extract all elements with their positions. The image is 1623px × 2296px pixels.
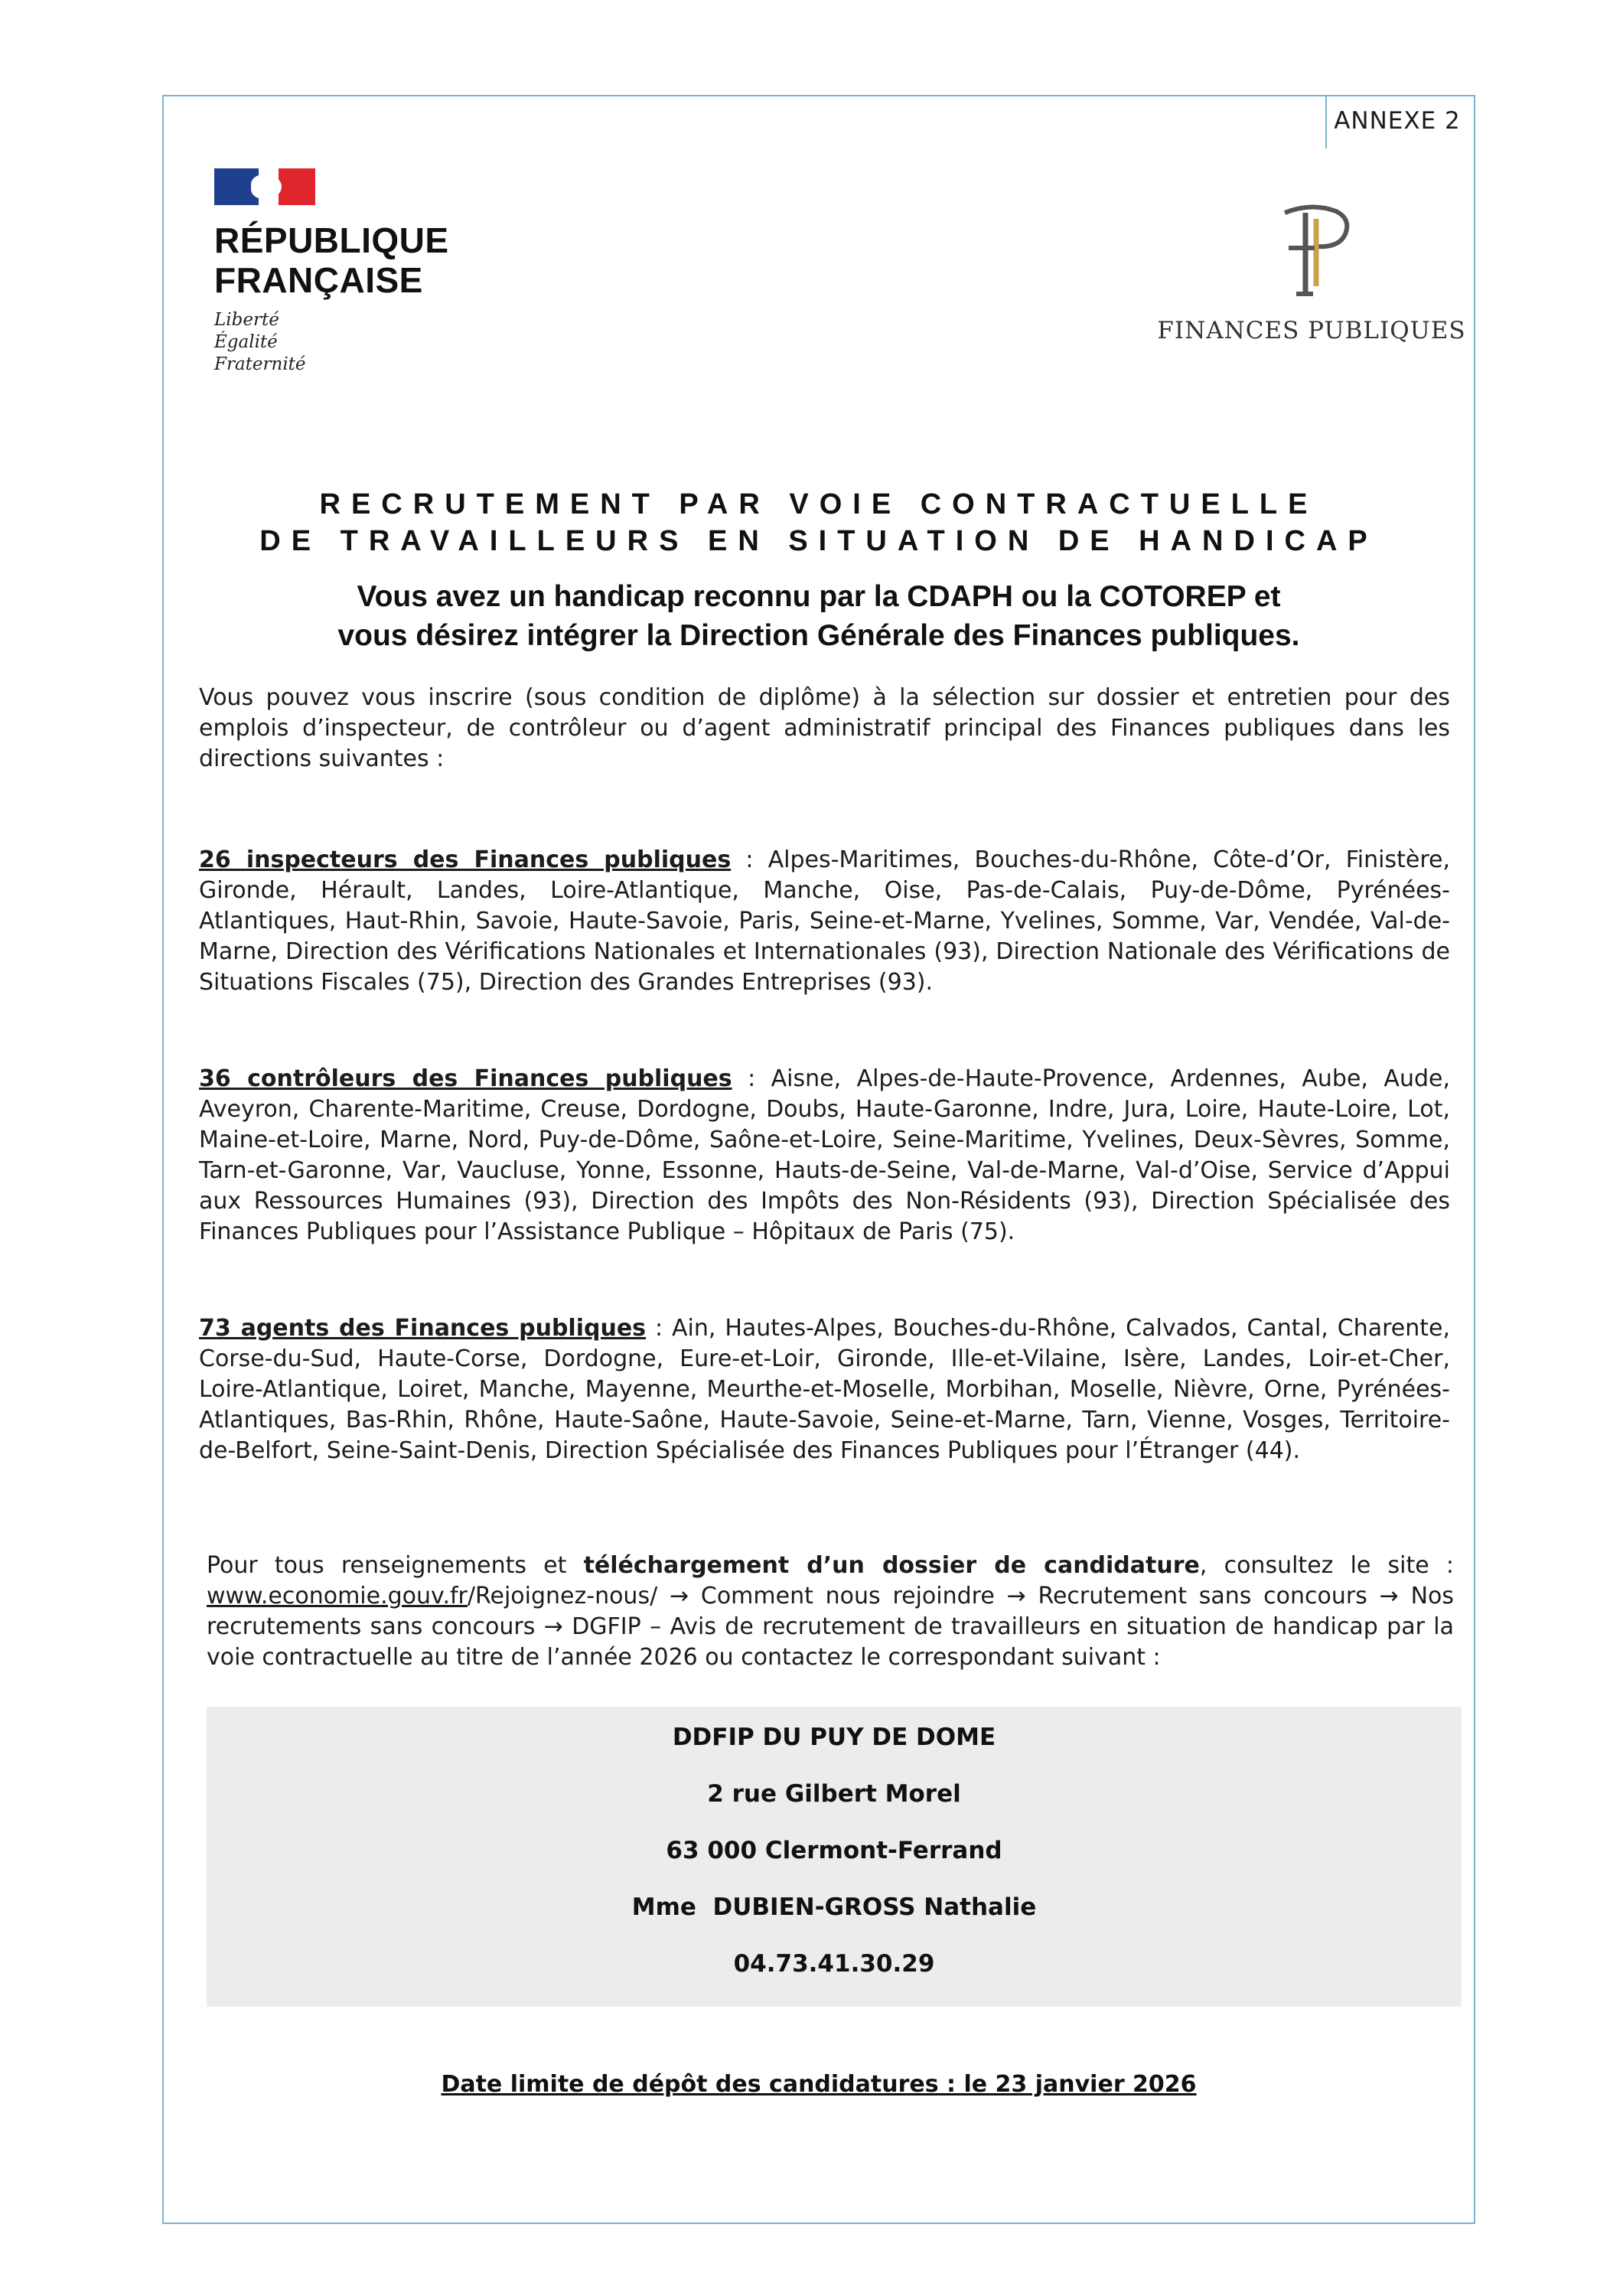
economie-gouv-link[interactable]: www.economie.gouv.fr	[207, 1583, 468, 1609]
controleurs-label: 36 contrôleurs des Finances publiques	[199, 1065, 732, 1092]
heading-line1: RECRUTEMENT PAR VOIE CONTRACTUELLE	[319, 488, 1318, 520]
renseignements-text-3: /Rejoignez-nous/ → Comment nous rejoindre → Recrutement sans concours → Nos recrutements sans concours → DGFIP – Avis de recrutement de travailleurs en situation de handicap par la voie contractuelle au titre de l’année 2026 ou contactez le correspondant suivant :	[207, 1583, 1454, 1671]
agents-list: : Ain, Hautes-Alpes, Bouches-du-Rhône, Calvados, Cantal, Charente, Corse-du-Sud, Haute-Corse, Dordogne, Eure-et-Loir, Gironde, Ille-et-Vilaine, Isère, Landes, Loir-et-Cher, Loire-Atlantique, Loiret, Manche, Mayenne, Meurthe-et-Moselle, Morbihan, Moselle, Nièvre, Orne, Pyrénées-Atlantiques, Bas-Rhin, Rhône, Haute-Saône, Haute-Savoie, Seine-et-Marne, Tarn, Vienne, Vosges, Territoire-de-Belfort, Seine-Saint-Denis, Direction Spécialisée des Finances Publiques pour l’Étranger (44).	[199, 1315, 1450, 1464]
inspecteurs-paragraph	[199, 845, 1450, 998]
rf-title-line2: FRANÇAISE	[214, 260, 423, 300]
marianne-flag-icon	[214, 168, 315, 205]
renseignements-text-1: Pour tous renseignements et	[207, 1552, 584, 1579]
deadline: Date limite de dépôt des candidatures : le 23 janvier 2026	[441, 2071, 1197, 2098]
page-frame	[162, 95, 1475, 2224]
renseignements-bold: téléchargement d’un dossier de candidature	[583, 1552, 1200, 1579]
controleurs-paragraph	[199, 1064, 1450, 1247]
inspecteurs-list: : Alpes-Maritimes, Bouches-du-Rhône, Côte-d’Or, Finistère, Gironde, Hérault, Landes, Loire-Atlantique, Manche, Oise, Pas-de-Calais, Puy-de-Dôme, Pyrénées-Atlantiques, Haut-Rhin, Savoie, Haute-Savoie, Paris, Seine-et-Marne, Yvelines, Somme, Var, Vendée, Val-de-Marne, Direction des Vérifications Nationales et Internationales (93), Direction Nationale des Vérifications de Situations Fiscales (75), Direction des Grandes Entreprises (93).	[199, 846, 1451, 996]
motto-fraternite: Fraternité	[214, 354, 306, 374]
fp-name: FINANCES PUBLIQUES	[1157, 317, 1466, 344]
finances-publiques-logo	[1151, 196, 1472, 344]
motto-egalite: Égalité	[214, 332, 278, 352]
contact-person: Mme DUBIEN-GROSS Nathalie	[631, 1893, 1037, 1921]
rf-motto	[214, 309, 449, 376]
contact-phone: 04.73.41.30.29	[733, 1950, 935, 1978]
rf-title-line1: RÉPUBLIQUE	[214, 220, 449, 260]
controleurs-list: : Aisne, Alpes-de-Haute-Provence, Ardennes, Aube, Aude, Aveyron, Charente-Maritime, Creuse, Dordogne, Doubs, Haute-Garonne, Indre, Jura, Loire, Haute-Loire, Lot, Maine-et-Loire, Marne, Nord, Puy-de-Dôme, Saône-et-Loire, Seine-Maritime, Yvelines, Deux-Sèvres, Somme, Tarn-et-Garonne, Var, Vaucluse, Yonne, Essonne, Hauts-de-Seine, Val-de-Marne, Val-d’Oise, Service d’Appui aux Ressources Humaines (93), Direction des Impôts des Non-Résidents (93), Direction Spécialisée des Finances Publiques pour l’Assistance Publique – Hôpitaux de Paris (75).	[199, 1065, 1450, 1245]
agents-label: 73 agents des Finances publiques	[199, 1315, 647, 1342]
fp-monogram-icon	[1266, 196, 1357, 303]
subheading-line1: Vous avez un handicap reconnu par la CDAPH ou la COTOREP et	[357, 580, 1281, 613]
agents-paragraph	[199, 1313, 1450, 1466]
intro-paragraph: Vous pouvez vous inscrire (sous condition de diplôme) à la sélection sur dossier et entretien pour des emplois d’inspecteur, de contrôleur ou d’agent administratif principal des Finances publiques dans les directions suivantes :	[199, 684, 1450, 772]
motto-liberte: Liberté	[214, 310, 279, 330]
annex-label: ANNEXE 2	[1334, 107, 1461, 135]
contact-street: 2 rue Gilbert Morel	[707, 1780, 961, 1808]
heading-line2: DE TRAVAILLEURS EN SITUATION DE HANDICAP	[259, 525, 1378, 557]
contact-city: 63 000 Clermont-Ferrand	[666, 1837, 1002, 1864]
inspecteurs-label: 26 inspecteurs des Finances publiques	[199, 846, 732, 873]
contact-box	[207, 1707, 1462, 2007]
republique-francaise-logo	[214, 168, 449, 376]
renseignements-text-2: , consultez le site :	[1199, 1552, 1454, 1579]
subheading-line2: vous désirez intégrer la Direction Générale des Finances publiques.	[337, 619, 1300, 652]
renseignements-paragraph	[207, 1551, 1454, 1673]
contact-org: DDFIP DU PUY DE DOME	[672, 1724, 996, 1751]
